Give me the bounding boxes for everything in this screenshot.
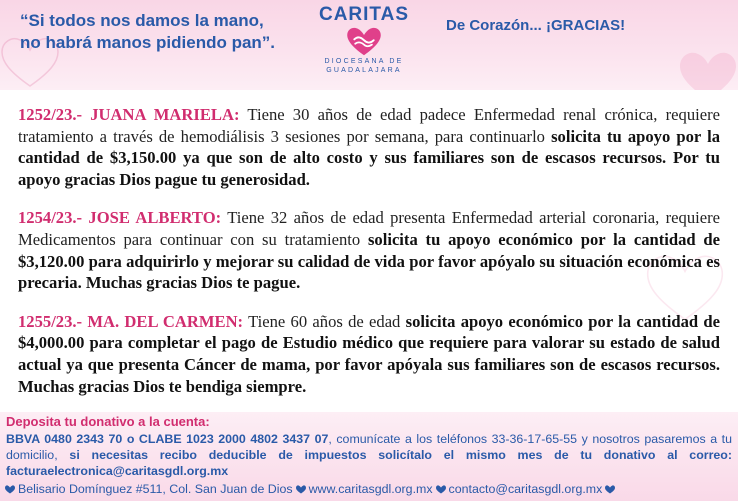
case-id: 1255/23.- MA. DEL CARMEN: <box>18 311 244 331</box>
quote-line-2: no habrá manos pidiendo pan”. <box>20 33 276 52</box>
contact-email-link[interactable]: contacto@caritasgdl.org.mx <box>448 482 603 496</box>
quote-line-1: “Si todos nos damos la mano, <box>20 11 264 30</box>
case-request: solicita tu apoyo económico por la cantidad de $3,120.00 para adquirirlo y mejorar su calidad de vida por favor apóyalo su situación económica es precaria. Muchas gracias Dios te pague. <box>18 229 720 293</box>
thanks-text: De Corazón... ¡GRACIAS! <box>446 17 626 34</box>
decorative-heart-icon <box>678 48 738 90</box>
website-link[interactable]: www.caritasgdl.org.mx <box>308 482 433 496</box>
address-text: Belisario Domínguez #511, Col. San Juan de Dios <box>18 482 293 496</box>
donation-info <box>6 431 732 479</box>
heart-separator-icon <box>605 485 615 494</box>
donation-title: Deposita tu donativo a la cuenta: <box>6 414 210 429</box>
case-request: solicita apoyo económico por la cantidad de $4,000.00 para completar el pago de Estudio médico que requiere para valorar su estado de salud actual ya que presenta Cáncer de mama, por favor apóyala sus familiares son de escasos recursos. Muchas gracias Dios te bendiga siempre. <box>18 311 721 396</box>
case-id: 1252/23.- JUANA MARIELA: <box>18 105 240 124</box>
receipt-text: si necesitas recibo deducible de impuestos solicítalo el mismo mes de tu donativo al correo: <box>69 448 732 462</box>
heart-separator-icon <box>5 485 15 494</box>
case-text: Tiene 30 años de edad padece Enfermedad renal crónica, requiere tratamiento a través de hemodiálisis 3 sesiones por semana, para continuarlo <box>18 105 720 146</box>
heart-separator-icon <box>436 485 446 494</box>
bank-account: BBVA 0480 2343 70 o CLABE 1023 2000 4802 3437 07 <box>6 432 329 446</box>
case-text: Tiene 60 años de edad <box>243 311 406 331</box>
caritas-logo <box>316 4 412 86</box>
heart-separator-icon <box>296 485 306 494</box>
footer <box>0 412 738 501</box>
case-item <box>18 104 720 190</box>
phones-text: , comunícate a los teléfonos 33-36-17-65-55 y nosotros pasaremos a tu domicilio, <box>6 432 732 462</box>
header-quote <box>20 10 310 54</box>
case-request: solicita tu apoyo por la cantidad de $3,150.00 ya que son de alto costo y sus familiares son de escasos recursos. Por tu apoyo gracias Dios pague tu generosidad. <box>18 126 720 189</box>
heart-logo-icon <box>346 27 382 57</box>
brand-sub-2: GUADALAJARA <box>326 67 402 74</box>
brand-sub-1: DIOCESANA DE <box>324 58 404 65</box>
brand-name: CARITAS <box>318 4 410 25</box>
case-text: Tiene 32 años de edad presenta Enfermedad arterial coronaria, requiere Medicamentos para continuar con su tratamiento <box>18 208 720 249</box>
contact-bar <box>2 481 738 497</box>
cases-list <box>18 104 720 414</box>
case-item <box>18 207 720 293</box>
case-item <box>18 311 720 397</box>
header-banner <box>0 0 738 90</box>
case-id: 1254/23.- JOSE ALBERTO: <box>18 208 222 228</box>
invoice-email[interactable]: facturaelectronica@caritasgdl.org.mx <box>6 464 229 478</box>
